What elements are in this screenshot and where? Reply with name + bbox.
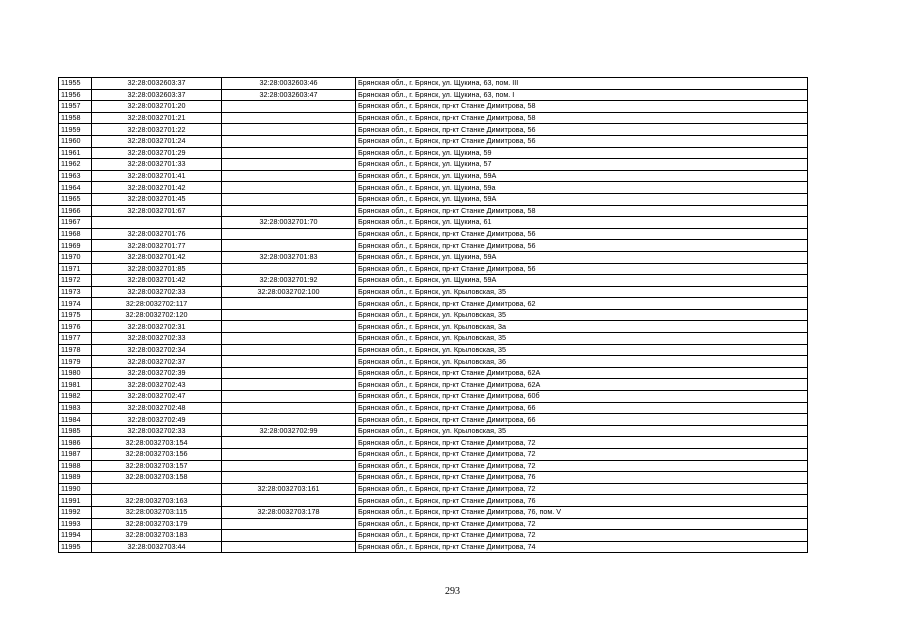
address-cell: Брянская обл., г. Брянск, ул. Щукина, 59А [356,193,808,205]
table-row [59,263,808,275]
address-cell: Брянская обл., г. Брянск, пр-кт Станке Димитрова, 66 [356,402,808,414]
row-number-cell: 11960 [59,135,92,147]
row-number-cell: 11957 [59,101,92,113]
table-row [59,182,808,194]
address-cell: Брянская обл., г. Брянск, ул. Щукина, 59А [356,170,808,182]
row-number-cell: 11979 [59,356,92,368]
object-cadastral-number-cell [222,193,356,205]
table-row [59,402,808,414]
address-cell: Брянская обл., г. Брянск, ул. Щукина, 59А [356,275,808,287]
cadastral-number-cell: 32:28:0032701:29 [92,147,222,159]
table-row [59,483,808,495]
address-cell: Брянская обл., г. Брянск, ул. Крыловская, 36 [356,356,808,368]
row-number-cell: 11964 [59,182,92,194]
address-cell: Брянская обл., г. Брянск, пр-кт Станке Димитрова, 76 [356,472,808,484]
address-cell: Брянская обл., г. Брянск, ул. Щукина, 63, пом. I [356,89,808,101]
table-row [59,159,808,171]
table-row [59,391,808,403]
row-number-cell: 11955 [59,78,92,90]
address-cell: Брянская обл., г. Брянск, пр-кт Станке Димитрова, 62 [356,298,808,310]
object-cadastral-number-cell [222,182,356,194]
table-row [59,344,808,356]
table-row [59,286,808,298]
cadastral-number-cell: 32:28:0032702:120 [92,309,222,321]
address-cell: Брянская обл., г. Брянск, пр-кт Станке Димитрова, 62А [356,367,808,379]
row-number-cell: 11956 [59,89,92,101]
cadastral-number-cell [92,217,222,229]
cadastral-number-cell: 32:28:0032701:33 [92,159,222,171]
table-row [59,193,808,205]
property-register-table [58,77,808,553]
address-cell: Брянская обл., г. Брянск, ул. Щукина, 59 [356,147,808,159]
cadastral-number-cell: 32:28:0032702:37 [92,356,222,368]
row-number-cell: 11991 [59,495,92,507]
row-number-cell: 11967 [59,217,92,229]
row-number-cell: 11970 [59,251,92,263]
cadastral-number-cell: 32:28:0032702:34 [92,344,222,356]
address-cell: Брянская обл., г. Брянск, ул. Крыловская, 3а [356,321,808,333]
object-cadastral-number-cell [222,344,356,356]
table-row [59,449,808,461]
object-cadastral-number-cell [222,147,356,159]
row-number-cell: 11975 [59,309,92,321]
address-cell: Брянская обл., г. Брянск, пр-кт Станке Димитрова, 56 [356,240,808,252]
cadastral-number-cell: 32:28:0032701:21 [92,112,222,124]
address-cell: Брянская обл., г. Брянск, пр-кт Станке Димитрова, 72 [356,530,808,542]
object-cadastral-number-cell: 32:28:0032603:46 [222,78,356,90]
address-cell: Брянская обл., г. Брянск, пр-кт Станке Димитрова, 56 [356,263,808,275]
object-cadastral-number-cell [222,112,356,124]
object-cadastral-number-cell [222,391,356,403]
table-row [59,321,808,333]
object-cadastral-number-cell [222,414,356,426]
cadastral-number-cell: 32:28:0032702:33 [92,286,222,298]
cadastral-number-cell: 32:28:0032701:42 [92,251,222,263]
cadastral-number-cell: 32:28:0032703:154 [92,437,222,449]
table-row [59,170,808,182]
row-number-cell: 11974 [59,298,92,310]
cadastral-number-cell: 32:28:0032702:117 [92,298,222,310]
object-cadastral-number-cell [222,309,356,321]
cadastral-number-cell: 32:28:0032701:42 [92,275,222,287]
address-cell: Брянская обл., г. Брянск, пр-кт Станке Димитрова, 60б [356,391,808,403]
address-cell: Брянская обл., г. Брянск, ул. Щукина, 61 [356,217,808,229]
cadastral-number-cell: 32:28:0032702:33 [92,333,222,345]
row-number-cell: 11958 [59,112,92,124]
row-number-cell: 11981 [59,379,92,391]
address-cell: Брянская обл., г. Брянск, ул. Крыловская, 35 [356,425,808,437]
object-cadastral-number-cell: 32:28:0032703:161 [222,483,356,495]
cadastral-number-cell: 32:28:0032703:183 [92,530,222,542]
address-cell: Брянская обл., г. Брянск, ул. Щукина, 57 [356,159,808,171]
cadastral-number-cell: 32:28:0032603:37 [92,89,222,101]
address-cell: Брянская обл., г. Брянск, пр-кт Станке Димитрова, 58 [356,101,808,113]
object-cadastral-number-cell: 32:28:0032702:100 [222,286,356,298]
address-cell: Брянская обл., г. Брянск, пр-кт Станке Димитрова, 72 [356,437,808,449]
address-cell: Брянская обл., г. Брянск, ул. Крыловская, 35 [356,333,808,345]
object-cadastral-number-cell [222,135,356,147]
table-row [59,506,808,518]
row-number-cell: 11977 [59,333,92,345]
object-cadastral-number-cell [222,356,356,368]
cadastral-number-cell: 32:28:0032702:31 [92,321,222,333]
table-row [59,425,808,437]
cadastral-number-cell: 32:28:0032701:85 [92,263,222,275]
table-row [59,472,808,484]
row-number-cell: 11968 [59,228,92,240]
address-cell: Брянская обл., г. Брянск, ул. Щукина, 59а [356,182,808,194]
cadastral-number-cell: 32:28:0032703:158 [92,472,222,484]
object-cadastral-number-cell [222,402,356,414]
address-cell: Брянская обл., г. Брянск, пр-кт Станке Димитрова, 72 [356,483,808,495]
cadastral-number-cell: 32:28:0032701:76 [92,228,222,240]
row-number-cell: 11985 [59,425,92,437]
cadastral-number-cell: 32:28:0032702:39 [92,367,222,379]
cadastral-number-cell: 32:28:0032703:44 [92,541,222,553]
object-cadastral-number-cell: 32:28:0032703:178 [222,506,356,518]
table-row [59,251,808,263]
row-number-cell: 11993 [59,518,92,530]
object-cadastral-number-cell [222,321,356,333]
row-number-cell: 11983 [59,402,92,414]
object-cadastral-number-cell [222,367,356,379]
row-number-cell: 11959 [59,124,92,136]
object-cadastral-number-cell [222,541,356,553]
table-row [59,101,808,113]
address-cell: Брянская обл., г. Брянск, пр-кт Станке Димитрова, 58 [356,112,808,124]
object-cadastral-number-cell [222,240,356,252]
table-row [59,333,808,345]
object-cadastral-number-cell [222,449,356,461]
cadastral-number-cell: 32:28:0032701:77 [92,240,222,252]
cadastral-number-cell: 32:28:0032703:157 [92,460,222,472]
address-cell: Брянская обл., г. Брянск, ул. Крыловская, 35 [356,309,808,321]
table-row [59,298,808,310]
row-number-cell: 11982 [59,391,92,403]
object-cadastral-number-cell [222,170,356,182]
cadastral-number-cell: 32:28:0032703:156 [92,449,222,461]
table-row [59,89,808,101]
table-body [59,78,808,553]
cadastral-number-cell: 32:28:0032702:49 [92,414,222,426]
cadastral-number-cell [92,483,222,495]
table-row [59,495,808,507]
table-row [59,367,808,379]
cadastral-number-cell: 32:28:0032701:42 [92,182,222,194]
page-number: 293 [445,586,460,597]
cadastral-number-cell: 32:28:0032703:115 [92,506,222,518]
table-row [59,379,808,391]
row-number-cell: 11963 [59,170,92,182]
object-cadastral-number-cell [222,437,356,449]
object-cadastral-number-cell [222,228,356,240]
table-row [59,460,808,472]
row-number-cell: 11992 [59,506,92,518]
row-number-cell: 11973 [59,286,92,298]
object-cadastral-number-cell: 32:28:0032701:83 [222,251,356,263]
table-row [59,112,808,124]
row-number-cell: 11980 [59,367,92,379]
address-cell: Брянская обл., г. Брянск, пр-кт Станке Димитрова, 56 [356,135,808,147]
object-cadastral-number-cell [222,495,356,507]
address-cell: Брянская обл., г. Брянск, пр-кт Станке Димитрова, 66 [356,414,808,426]
object-cadastral-number-cell [222,530,356,542]
row-number-cell: 11995 [59,541,92,553]
object-cadastral-number-cell [222,124,356,136]
row-number-cell: 11994 [59,530,92,542]
object-cadastral-number-cell [222,101,356,113]
table-row [59,530,808,542]
cadastral-number-cell: 32:28:0032701:67 [92,205,222,217]
table-row [59,240,808,252]
object-cadastral-number-cell [222,333,356,345]
object-cadastral-number-cell [222,263,356,275]
row-number-cell: 11965 [59,193,92,205]
row-number-cell: 11986 [59,437,92,449]
cadastral-number-cell: 32:28:0032701:22 [92,124,222,136]
row-number-cell: 11976 [59,321,92,333]
address-cell: Брянская обл., г. Брянск, пр-кт Станке Димитрова, 76 [356,495,808,507]
address-cell: Брянская обл., г. Брянск, пр-кт Станке Димитрова, 62А [356,379,808,391]
cadastral-number-cell: 32:28:0032701:45 [92,193,222,205]
object-cadastral-number-cell [222,298,356,310]
row-number-cell: 11971 [59,263,92,275]
table-row [59,78,808,90]
table-row [59,228,808,240]
cadastral-number-cell: 32:28:0032702:47 [92,391,222,403]
row-number-cell: 11969 [59,240,92,252]
address-cell: Брянская обл., г. Брянск, пр-кт Станке Димитрова, 76, пом. V [356,506,808,518]
row-number-cell: 11978 [59,344,92,356]
table-row [59,275,808,287]
cadastral-number-cell: 32:28:0032701:24 [92,135,222,147]
address-cell: Брянская обл., г. Брянск, пр-кт Станке Димитрова, 72 [356,460,808,472]
cadastral-number-cell: 32:28:0032702:48 [92,402,222,414]
row-number-cell: 11962 [59,159,92,171]
cadastral-number-cell: 32:28:0032701:20 [92,101,222,113]
row-number-cell: 11987 [59,449,92,461]
address-cell: Брянская обл., г. Брянск, ул. Крыловская, 35 [356,344,808,356]
cadastral-number-cell: 32:28:0032703:163 [92,495,222,507]
address-cell: Брянская обл., г. Брянск, ул. Крыловская, 35 [356,286,808,298]
cadastral-number-cell: 32:28:0032702:33 [92,425,222,437]
object-cadastral-number-cell [222,518,356,530]
table-row [59,135,808,147]
table-row [59,205,808,217]
row-number-cell: 11966 [59,205,92,217]
row-number-cell: 11989 [59,472,92,484]
address-cell: Брянская обл., г. Брянск, ул. Щукина, 63, пом. III [356,78,808,90]
table-row [59,541,808,553]
object-cadastral-number-cell [222,159,356,171]
object-cadastral-number-cell: 32:28:0032701:70 [222,217,356,229]
cadastral-number-cell: 32:28:0032703:179 [92,518,222,530]
address-cell: Брянская обл., г. Брянск, пр-кт Станке Димитрова, 72 [356,449,808,461]
cadastral-number-cell: 32:28:0032702:43 [92,379,222,391]
table-row [59,217,808,229]
table-row [59,518,808,530]
cadastral-number-cell: 32:28:0032603:37 [92,78,222,90]
object-cadastral-number-cell [222,379,356,391]
address-cell: Брянская обл., г. Брянск, пр-кт Станке Димитрова, 58 [356,205,808,217]
row-number-cell: 11961 [59,147,92,159]
table-row [59,309,808,321]
table-row [59,124,808,136]
object-cadastral-number-cell: 32:28:0032701:92 [222,275,356,287]
address-cell: Брянская обл., г. Брянск, пр-кт Станке Димитрова, 74 [356,541,808,553]
address-cell: Брянская обл., г. Брянск, ул. Щукина, 59А [356,251,808,263]
object-cadastral-number-cell [222,472,356,484]
row-number-cell: 11972 [59,275,92,287]
table-row [59,356,808,368]
object-cadastral-number-cell: 32:28:0032702:99 [222,425,356,437]
row-number-cell: 11984 [59,414,92,426]
address-cell: Брянская обл., г. Брянск, пр-кт Станке Димитрова, 56 [356,124,808,136]
cadastral-number-cell: 32:28:0032701:41 [92,170,222,182]
table-row [59,414,808,426]
table-row [59,147,808,159]
row-number-cell: 11990 [59,483,92,495]
object-cadastral-number-cell: 32:28:0032603:47 [222,89,356,101]
object-cadastral-number-cell [222,460,356,472]
table-row [59,437,808,449]
row-number-cell: 11988 [59,460,92,472]
object-cadastral-number-cell [222,205,356,217]
address-cell: Брянская обл., г. Брянск, пр-кт Станке Димитрова, 72 [356,518,808,530]
address-cell: Брянская обл., г. Брянск, пр-кт Станке Димитрова, 56 [356,228,808,240]
